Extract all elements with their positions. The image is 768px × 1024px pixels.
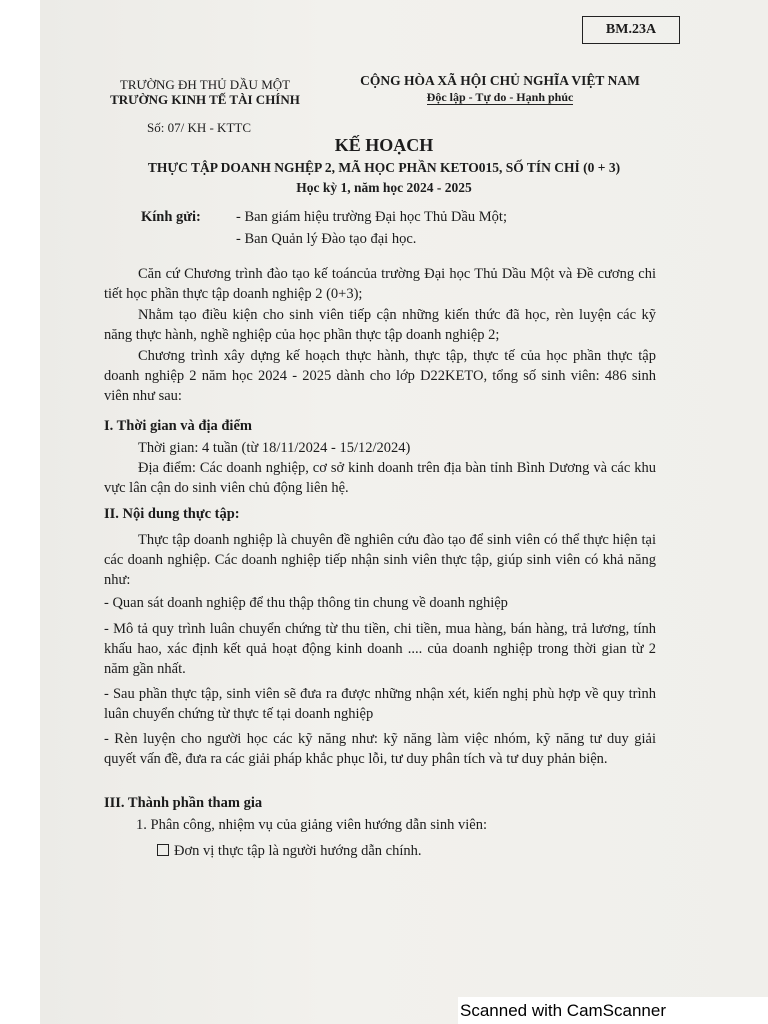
semester-line: Học kỳ 1, năm học 2024 - 2025: [296, 180, 472, 195]
section-2-bullet-2: - Mô tả quy trình luân chuyển chứng từ thu tiền, chi tiền, mua hàng, bán hàng, trả lương, tính khấu hao, xác định kết quả hoạt động kinh doanh .... của doanh nghiệp trong thời gian từ 2 năm gần nhất.: [104, 621, 656, 677]
intro-paragraph-1: Căn cứ Chương trình đào tạo kế toáncủa trường Đại học Thủ Dầu Một và Đề cương chi tiết học phần thực tập doanh nghiệp 2 (0+3);: [104, 266, 656, 302]
university-name: TRƯỜNG ĐH THỦ DẦU MỘT: [119, 77, 291, 92]
section-1-heading: I. Thời gian và địa điểm: [104, 418, 252, 434]
intro-paragraph-2: Nhằm tạo điều kiện cho sinh viên tiếp cận những kiến thức đã học, rèn luyện các kỹ năng thực hành, nghề nghiệp của học phần thực tập doanh nghiệp 2;: [104, 307, 656, 343]
section-2-bullet-1: - Quan sát doanh nghiệp để thu thập thông tin chung về doanh nghiệp: [104, 595, 508, 611]
section-2-intro: Thực tập doanh nghiệp là chuyên đề nghiên cứu đào tạo để sinh viên có thể thực hiện tại các doanh nghiệp. Các doanh nghiệp tiếp nhận sinh viên thực tập, giúp sinh viên có khả năng như:: [104, 532, 656, 588]
section-2-bullet-4: - Rèn luyện cho người học các kỹ năng như: kỹ năng làm việc nhóm, kỹ năng tư duy giải quyết vấn đề, đưa ra các giải pháp khắc phục lỗi, tư duy phân tích và tư duy phản biện.: [104, 731, 656, 767]
document-number: Số: 07/ KH - KTTC: [147, 120, 251, 135]
section-3-item-1: 1. Phân công, nhiệm vụ của giảng viên hướng dẫn sinh viên:: [136, 817, 487, 833]
section-3-heading: III. Thành phần tham gia: [104, 795, 263, 811]
section-2-bullet-3: - Sau phần thực tập, sinh viên sẽ đưa ra được những nhận xét, kiến nghị phù hợp về quy trình luân chuyển chứng từ thực tế tại doanh nghiệp: [104, 686, 656, 722]
country-name: CỘNG HÒA XÃ HỘI CHỦ NGHĨA VIỆT NAM: [360, 73, 640, 88]
recipient-2: - Ban Quản lý Đào tạo đại học.: [236, 231, 417, 247]
section-1-place: Địa điểm: Các doanh nghiệp, cơ sở kinh doanh trên địa bàn tỉnh Bình Dương và các khu vực lân cận do sinh viên chủ động liên hệ.: [104, 460, 656, 496]
document-title: KẾ HOẠCH: [334, 135, 434, 155]
scanner-watermark: Scanned with CamScanner: [458, 997, 768, 1024]
recipients-label: Kính gửi:: [141, 209, 201, 225]
national-motto: Độc lập - Tự do - Hạnh phúc: [426, 90, 574, 104]
recipient-1: - Ban giám hiệu trường Đại học Thủ Dầu Một;: [236, 209, 507, 225]
section-1-time: Thời gian: 4 tuần (từ 18/11/2024 - 15/12/2024): [138, 440, 411, 456]
section-3-checkbox-item: [157, 843, 422, 860]
document-subtitle: THỰC TẬP DOANH NGHỆP 2, MÃ HỌC PHẦN KETO015, SỐ TÍN CHỈ (0 + 3): [147, 160, 621, 175]
school-name: TRƯỜNG KINH TẾ TÀI CHÍNH: [110, 92, 300, 107]
section-2-heading: II. Nội dung thực tập:: [104, 506, 240, 522]
intro-paragraph-3: Chương trình xây dựng kế hoạch thực hành, thực tập, thực tế của học phần thực tập doanh nghiệp 2 năm học 2024 - 2025 dành cho lớp D22KETO, tổng số sinh viên: 486 sinh viên như sau:: [104, 348, 656, 404]
form-code-box: BM.23A: [582, 16, 680, 44]
checkbox-icon: [157, 844, 169, 856]
national-header: [350, 73, 650, 105]
checkbox-label: Đơn vị thực tập là người hướng dẫn chính.: [174, 843, 422, 859]
issuer-header: [100, 77, 310, 107]
